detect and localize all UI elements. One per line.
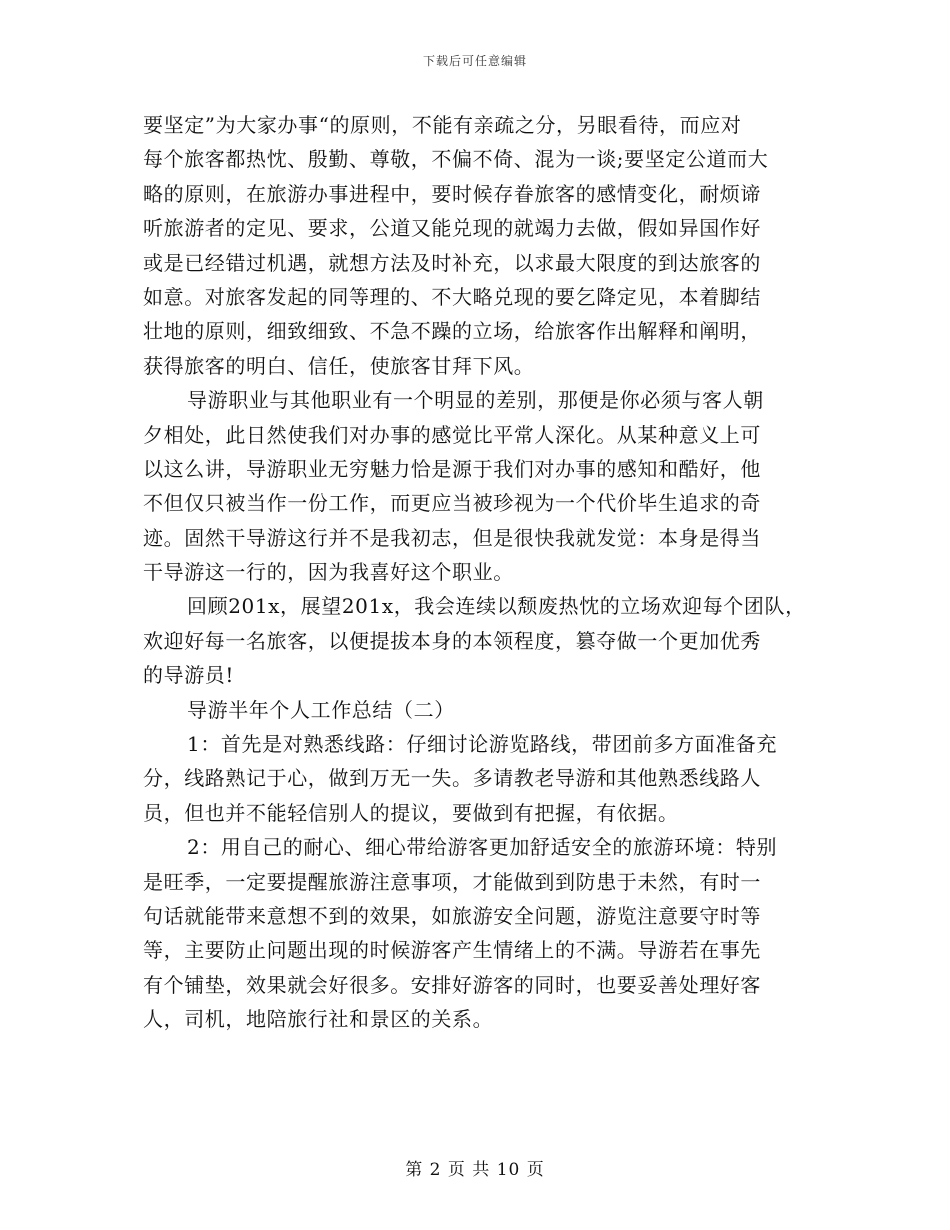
text-line: 不但仅只被当作一份工作，而更应当被珍视为一个代价毕生追求的奇 [143,491,761,516]
text-line: 分，线路熟记于心，做到万无一失。多请教老导游和其他熟悉线路人 [143,766,761,791]
text-line: 以这么讲，导游职业无穷魅力恰是源于我们对办事的感知和酷好，他 [143,456,761,481]
text-line: 获得旅客的明白、信任，使旅客甘拜下风。 [143,353,535,378]
text-line: 欢迎好每一名旅客，以便提拔本身的本领程度，篡夺做一个更加优秀 [143,628,761,653]
paragraph-first-line: 回顾201x，展望201x，我会连续以颓废热忱的立场欢迎每个团队， [187,594,806,619]
text-line: 要坚定”为大家办事“的原则，不能有亲疏之分，另眼看待，而应对 [143,113,742,137]
text-line: 有个铺垫，效果就会好很多。安排好游客的同时，也要妥善处理好客 [143,972,761,997]
text-line: 听旅游者的定见、要求，公道又能兑现的就竭力去做，假如异国作好 [143,216,761,241]
text-line: 干导游这一行的，因为我喜好这个职业。 [143,560,514,585]
paragraph-first-line: 导游职业与其他职业有一个明显的差别，那便是你必须与客人朝 [187,388,764,413]
text-line: 是旺季，一定要提醒旅游注意事项，才能做到到防患于未然，有时一 [143,869,761,894]
text-line: 如意。对旅客发起的同等理的、不大略兑现的要乞降定见，本着脚结 [143,284,761,309]
paragraph-first-line: 2：用自己的耐心、细心带给游客更加舒适安全的旅游环境：特别 [187,835,778,860]
section-heading: 导游半年个人工作总结（二） [187,697,455,722]
text-line: 人，司机，地陪旅行社和景区的关系。 [143,1007,494,1032]
page-footer: 第 2 页 共 10 页 [405,1160,545,1180]
text-line: 的导游员! [143,663,235,688]
paragraph-first-line: 1：首先是对熟悉线路：仔细讨论游览路线，带团前多方面准备充 [187,732,778,757]
text-line: 或是已经错过机遇，就想方法及时补充，以求最大限度的到达旅客的 [143,250,761,275]
text-line: 壮地的原则，细致细致、不急不躁的立场，给旅客作出解释和阐明， [143,319,761,344]
text-line: 夕相处，此日然使我们对办事的感觉比平常人深化。从某种意义上可 [143,422,761,447]
page-header: 下载后可任意编辑 [422,54,527,68]
text-line: 每个旅客都热忱、殷勤、尊敬，不偏不倚、混为一谈;要坚定公道而大 [143,147,769,172]
text-line: 员，但也并不能轻信别人的提议，要做到有把握，有依据。 [143,800,679,825]
text-line: 略的原则，在旅游办事进程中，要时候存眷旅客的感情变化，耐烦谛 [143,181,761,206]
text-line: 句话就能带来意想不到的效果，如旅游安全问题，游览注意要守时等 [143,903,761,928]
document-body [143,108,823,1037]
text-line: 等，主要防止问题出现的时候游客产生情绪上的不满。导游若在事先 [143,938,761,963]
text-line: 迹。固然干导游这行并不是我初志，但是很快我就发觉：本身是得当 [143,525,761,550]
